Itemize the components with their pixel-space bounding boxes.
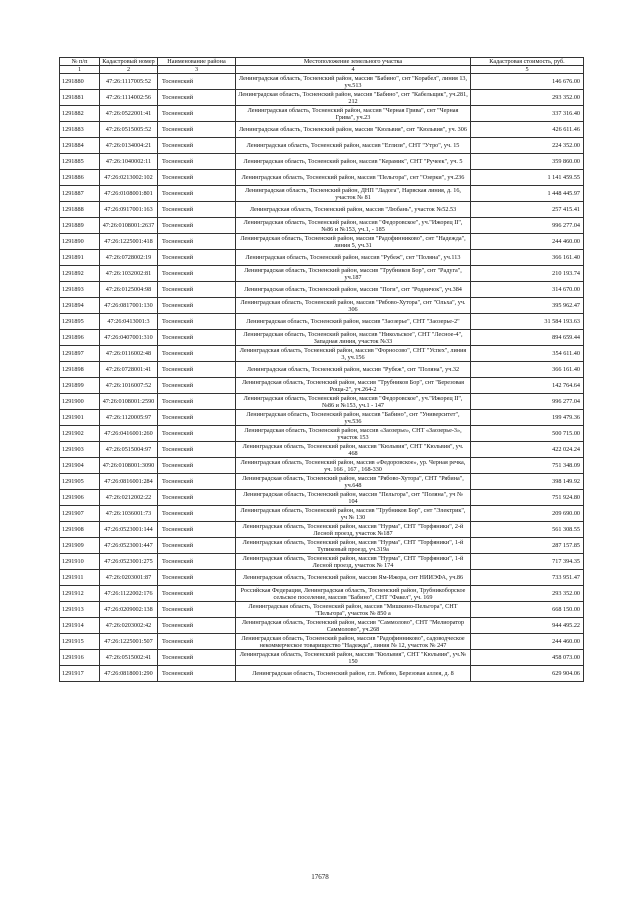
row-number-cell: 1291902 [60,426,100,442]
cadastral-value-cell: 426 611.46 [471,122,584,138]
table-row [60,314,584,330]
location-cell: Ленинградская область, Тосненский район, массив "Бабино", снт "Университет", уч.536 [236,410,471,426]
district-cell: Тосненский [158,650,236,666]
table-row [60,90,584,106]
location-cell: Ленинградская область, Тосненский район, массив «Заозерье», СНТ «Заозерье-3», участок 153 [236,426,471,442]
cadastral-value-cell: 944 495.22 [471,618,584,634]
row-number-cell: 1291883 [60,122,100,138]
location-cell: Ленинградская область, Тосненский район, массив "Федоровское", уч."Ижорец II", №86 и №153, уч.1 - 147 [236,394,471,410]
table-row [60,74,584,90]
row-number-cell: 1291888 [60,202,100,218]
row-number-cell: 1291917 [60,666,100,682]
cadastral-value-cell: 751 924.80 [471,490,584,506]
district-cell: Тосненский [158,346,236,362]
cadastral-value-cell: 629 904.06 [471,666,584,682]
row-number-cell: 1291914 [60,618,100,634]
row-number-cell: 1291911 [60,570,100,586]
cadastral-value-cell: 894 659.44 [471,330,584,346]
table-row [60,474,584,490]
cadastral-value-cell: 287 157.85 [471,538,584,554]
district-cell: Тосненский [158,394,236,410]
location-cell: Ленинградская область, Тосненский район, массив "Керамик", СНТ "Ручеек", уч. 5 [236,154,471,170]
column-number: 5 [471,66,584,74]
district-cell: Тосненский [158,266,236,282]
cadastral-value-cell: 717 394.35 [471,554,584,570]
cadastral-value-cell: 561 308.55 [471,522,584,538]
cadastral-number-cell: 47:26:0728002:19 [100,250,158,266]
row-number-cell: 1291887 [60,186,100,202]
row-number-cell: 1291910 [60,554,100,570]
location-cell: Ленинградская область, Тосненский район, массив "Никольское", СНТ "Лесное-4", Западная линия, участок №33 [236,330,471,346]
cadastral-number-cell: 47:26:0515002:41 [100,650,158,666]
table-row [60,218,584,234]
row-number-cell: 1291909 [60,538,100,554]
location-cell: Ленинградская область, Тосненский район, массив "Нурма", СНТ "Торфяники", 2-й Лесной проезд, участок №187 [236,522,471,538]
cadastral-value-cell: 293 352.00 [471,90,584,106]
cadastral-value-cell: 199 479.36 [471,410,584,426]
district-cell: Тосненский [158,282,236,298]
district-cell: Тосненский [158,554,236,570]
row-number-cell: 1291899 [60,378,100,394]
cadastral-number-cell: 47:26:0728001:41 [100,362,158,378]
table-row [60,122,584,138]
row-number-cell: 1291916 [60,650,100,666]
district-cell: Тосненский [158,90,236,106]
column-number: 1 [60,66,100,74]
location-cell: Ленинградская область, Тосненский район, массив "Поги", снт "Родничок", уч.384 [236,282,471,298]
row-number-cell: 1291906 [60,490,100,506]
table-row [60,618,584,634]
district-cell: Тосненский [158,298,236,314]
district-cell: Тосненский [158,522,236,538]
cadastral-number-cell: 47:26:1036001:73 [100,506,158,522]
table-row [60,106,584,122]
cadastral-number-cell: 47:26:0108001:2637 [100,218,158,234]
cadastral-number-cell: 47:26:0116002:48 [100,346,158,362]
district-cell: Тосненский [158,490,236,506]
row-number-cell: 1291895 [60,314,100,330]
cadastral-value-cell: 224 352.00 [471,138,584,154]
row-number-cell: 1291894 [60,298,100,314]
cadastral-number-cell: 47:26:0407001:310 [100,330,158,346]
table-row [60,442,584,458]
cadastral-number-cell: 47:26:0413001:3 [100,314,158,330]
cadastral-number-cell: 47:26:0212002:22 [100,490,158,506]
cadastral-number-cell: 47:26:1122002:176 [100,586,158,602]
table-row [60,330,584,346]
location-cell: Ленинградская область, Тосненский район, массив "Черная Грива", снт "Черная Грива", уч.23 [236,106,471,122]
district-cell: Тосненский [158,378,236,394]
location-cell: Ленинградская область, Тосненский район, ДНП "Ладога", Нарвская линия, д. 16, участок № 81 [236,186,471,202]
location-cell: Ленинградская область, Тосненский район, массив "Трубников Бор", снт "Березовая Роща-2", уч.264-2 [236,378,471,394]
location-cell: Ленинградская область, Тосненский район, массив "Рябово-Хутора", СНТ "Рябина", уч.648 [236,474,471,490]
cadastral-value-cell: 337 316.40 [471,106,584,122]
location-cell: Ленинградская область, Тосненский район, массив Ям-Ижора, снт НИИЭФА, уч.86 [236,570,471,586]
row-number-cell: 1291884 [60,138,100,154]
cadastral-value-cell: 209 690.00 [471,506,584,522]
table-row [60,570,584,586]
location-cell: Ленинградская область, Тосненский район, массив "Трубников Бор", снт "Радуга", уч.187 [236,266,471,282]
district-cell: Тосненский [158,250,236,266]
district-cell: Тосненский [158,410,236,426]
table-row [60,490,584,506]
location-cell: Ленинградская область, Тосненский район, массив "Бабино", снт "Кабельщик", уч.281, 212 [236,90,471,106]
table-row [60,154,584,170]
row-number-cell: 1291882 [60,106,100,122]
cadastral-value-cell: 422 024.24 [471,442,584,458]
header-district-name: Наименование района [158,58,236,66]
district-cell: Тосненский [158,666,236,682]
cadastral-number-cell: 47:26:0108001:801 [100,186,158,202]
cadastral-value-cell: 398 149.92 [471,474,584,490]
row-number-cell: 1291912 [60,586,100,602]
district-cell: Тосненский [158,138,236,154]
cadastral-value-cell: 244 460.00 [471,634,584,650]
row-number-cell: 1291886 [60,170,100,186]
location-cell: Ленинградская область, Тосненский район, массив "Нурма", СНТ "Торфяники", 1-й Лесной проезд, участок № 174 [236,554,471,570]
cadastral-value-cell: 146 676.00 [471,74,584,90]
district-cell: Тосненский [158,234,236,250]
cadastral-value-cell: 210 193.74 [471,266,584,282]
row-number-cell: 1291908 [60,522,100,538]
page-number: 17678 [311,873,329,881]
cadastral-value-cell: 359 860.00 [471,154,584,170]
location-cell: Ленинградская область, Тосненский район, массив "Пельгора", снт "Полянa", уч № 104 [236,490,471,506]
cadastral-value-cell: 996 277.04 [471,394,584,410]
cadastral-number-cell: 47:26:0515004:97 [100,442,158,458]
row-number-cell: 1291904 [60,458,100,474]
location-cell: Ленинградская область, Тосненский район, массив "Заозерье", СНТ "Заозерье-2" [236,314,471,330]
cadastral-value-cell: 366 161.40 [471,250,584,266]
location-cell: Ленинградская область, Тосненский район, массив "Рубеж", снт "Полянa", уч.113 [236,250,471,266]
cadastral-value-cell: 293 352.00 [471,586,584,602]
table-row [60,298,584,314]
column-number: 3 [158,66,236,74]
district-cell: Тосненский [158,618,236,634]
cadastral-number-cell: 47:26:0203002:42 [100,618,158,634]
cadastral-number-cell: 47:26:0416001:260 [100,426,158,442]
location-cell: Ленинградская область, Тосненский район, массив "Кюльвия", снт "Кюльвия", уч. 306 [236,122,471,138]
district-cell: Тосненский [158,602,236,618]
cadastral-value-cell: 996 277.04 [471,218,584,234]
table-row [60,602,584,618]
cadastral-value-cell: 366 161.40 [471,362,584,378]
cadastral-value-cell: 395 962.47 [471,298,584,314]
cadastral-number-cell: 47:26:1225001:418 [100,234,158,250]
row-number-cell: 1291881 [60,90,100,106]
table-row [60,634,584,650]
row-number-cell: 1291890 [60,234,100,250]
row-number-cell: 1291896 [60,330,100,346]
location-cell: Ленинградская область, Тосненский район, г.п. Рябово, Березовая аллея, д. 8 [236,666,471,682]
header-cadastral-value: Кадастровая стоимость, руб. [471,58,584,66]
table-row [60,234,584,250]
cadastral-value-cell: 314 670.00 [471,282,584,298]
table-row [60,586,584,602]
location-cell: Ленинградская область, Тосненский район, массив "Рябово-Хутора", снт "Ольха", уч. 306 [236,298,471,314]
row-number-cell: 1291893 [60,282,100,298]
district-cell: Тосненский [158,458,236,474]
row-number-cell: 1291891 [60,250,100,266]
cadastral-value-cell: 500 715.00 [471,426,584,442]
cadastral-table-sheet [59,57,583,682]
district-cell: Тосненский [158,570,236,586]
row-number-cell: 1291892 [60,266,100,282]
district-cell: Тосненский [158,170,236,186]
table-row [60,522,584,538]
cadastral-value-cell: 751 348.09 [471,458,584,474]
district-cell: Тосненский [158,218,236,234]
district-cell: Тосненский [158,330,236,346]
location-cell: Ленинградская область, Тосненский район, массив "Любань", участок №52.53 [236,202,471,218]
location-cell: Ленинградская область, Тосненский район, массив "Саммолово", СНТ "Мелиоратор Саммолово", уч.268 [236,618,471,634]
location-cell: Ленинградская область, Тосненский район, массив "Радофинниково", снт "Надежда", линия 5, уч.31 [236,234,471,250]
row-number-cell: 1291885 [60,154,100,170]
header-cadastral-number: Кадастровый номер [100,58,158,66]
location-cell: Ленинградская область, Тосненский район, массив "Форносово", СНТ "Успех", линия 3, уч.156 [236,346,471,362]
row-number-cell: 1291897 [60,346,100,362]
table-row [60,666,584,682]
cadastral-value-cell: 1 448 445.97 [471,186,584,202]
district-cell: Тосненский [158,154,236,170]
table-header-row [60,58,584,66]
table-row [60,346,584,362]
table-row [60,650,584,666]
cadastral-value-cell: 458 073.00 [471,650,584,666]
header-row-number: № п/п [60,58,100,66]
district-cell: Тосненский [158,506,236,522]
cadastral-number-cell: 47:26:0213002:102 [100,170,158,186]
cadastral-number-cell: 47:26:0108001:3090 [100,458,158,474]
column-number: 2 [100,66,158,74]
cadastral-value-cell: 668 150.00 [471,602,584,618]
cadastral-number-cell: 47:26:0523001:275 [100,554,158,570]
table-row [60,458,584,474]
cadastral-number-cell: 47:26:0523001:144 [100,522,158,538]
cadastral-number-cell: 47:26:0816001:284 [100,474,158,490]
cadastral-value-cell: 733 951.47 [471,570,584,586]
table-row [60,554,584,570]
district-cell: Тосненский [158,538,236,554]
row-number-cell: 1291889 [60,218,100,234]
table-row [60,282,584,298]
row-number-cell: 1291901 [60,410,100,426]
table-row [60,378,584,394]
district-cell: Тосненский [158,426,236,442]
location-cell: Ленинградская область, Тосненский район, массив "Трубников Бор", снт "Электрик", уч № 130 [236,506,471,522]
location-cell: Ленинградская область, Тосненский район, массив "Мишкино-Пельгора", СНТ "Пельгора", участок № 850 а [236,602,471,618]
cadastral-number-cell: 47:26:1117005:52 [100,74,158,90]
table-row [60,538,584,554]
row-number-cell: 1291900 [60,394,100,410]
district-cell: Тосненский [158,586,236,602]
table-row [60,138,584,154]
table-row [60,250,584,266]
cadastral-value-cell: 31 584 193.63 [471,314,584,330]
cadastral-value-cell: 354 611.40 [471,346,584,362]
row-number-cell: 1291898 [60,362,100,378]
cadastral-number-cell: 47:26:0522001:41 [100,106,158,122]
location-cell: Ленинградская область, Тосненский район, массив "Радофинниково", садоводческое некоммерческое товарищество "Надежда", линия № 12, участок № 247 [236,634,471,650]
district-cell: Тосненский [158,106,236,122]
cadastral-number-cell: 47:26:0818001:290 [100,666,158,682]
cadastral-number-cell: 47:26:0125004:98 [100,282,158,298]
district-cell: Тосненский [158,74,236,90]
row-number-cell: 1291903 [60,442,100,458]
cadastral-number-cell: 47:26:1032002:81 [100,266,158,282]
cadastral-number-cell: 47:26:0523001:447 [100,538,158,554]
column-number: 4 [236,66,471,74]
cadastral-number-cell: 47:26:0134004:21 [100,138,158,154]
district-cell: Тосненский [158,634,236,650]
table-row [60,410,584,426]
table-row [60,394,584,410]
district-cell: Тосненский [158,474,236,490]
header-location: Местоположение земельного участка [236,58,471,66]
location-cell: Ленинградская область, Тосненский район, массив "Бабино", снт "Корабел", линия 13, уч.513 [236,74,471,90]
cadastral-number-cell: 47:26:0515005:52 [100,122,158,138]
table-row [60,506,584,522]
row-number-cell: 1291880 [60,74,100,90]
table-row [60,266,584,282]
cadastral-value-cell: 1 141 459.55 [471,170,584,186]
location-cell: Ленинградская область, Тосненский район, массив «Федоровское», ур. Черная речка, уч. 166 , 167 , 168-330 [236,458,471,474]
cadastral-number-cell: 47:26:1120005:97 [100,410,158,426]
table-row [60,362,584,378]
district-cell: Тосненский [158,186,236,202]
table-row [60,202,584,218]
column-number-row [60,66,584,74]
cadastral-number-cell: 47:26:0203001:87 [100,570,158,586]
cadastral-number-cell: 47:26:0917001:163 [100,202,158,218]
cadastral-number-cell: 47:26:0817001:130 [100,298,158,314]
cadastral-value-cell: 257 415.41 [471,202,584,218]
table-row [60,186,584,202]
row-number-cell: 1291907 [60,506,100,522]
table-row [60,426,584,442]
district-cell: Тосненский [158,202,236,218]
district-cell: Тосненский [158,362,236,378]
district-cell: Тосненский [158,122,236,138]
row-number-cell: 1291905 [60,474,100,490]
cadastral-number-cell: 47:26:1040002:11 [100,154,158,170]
cadastral-value-table [59,57,584,682]
cadastral-number-cell: 47:26:1114002:56 [100,90,158,106]
cadastral-value-cell: 142 764.64 [471,378,584,394]
cadastral-number-cell: 47:26:0108001:2590 [100,394,158,410]
cadastral-number-cell: 47:26:1016007:52 [100,378,158,394]
location-cell: Ленинградская область, Тосненский район, массив "Кюльвия", СНТ "Кюльвия", уч.№ 150 [236,650,471,666]
district-cell: Тосненский [158,442,236,458]
cadastral-value-cell: 244 460.00 [471,234,584,250]
row-number-cell: 1291913 [60,602,100,618]
location-cell: Ленинградская область, Тосненский район, массив "Федоровское", уч."Ижорец II", №86 и №153, уч.1, - 185 [236,218,471,234]
cadastral-number-cell: 47:26:0209002:138 [100,602,158,618]
table-body [60,74,584,682]
location-cell: Ленинградская область, Тосненский район, массив "Нурма", СНТ "Торфяники", 1-й Тупиковый проезд, уч.319а [236,538,471,554]
location-cell: Российская Федерация, Ленинградская область, Тосненский район, Трубникоборское сельское поселение, массив "Бабино", СНТ "Факел", уч. 169 [236,586,471,602]
row-number-cell: 1291915 [60,634,100,650]
table-row [60,170,584,186]
location-cell: Ленинградская область, Тосненский район, массив "Кюльвия", СНТ "Кюльвия", уч. 468 [236,442,471,458]
location-cell: Ленинградская область, Тосненский район, массив "Рубеж", снт "Полянa", уч.32 [236,362,471,378]
location-cell: Ленинградская область, Тосненский район, массив "Еглизи", СНТ "Утро", уч. 15 [236,138,471,154]
district-cell: Тосненский [158,314,236,330]
location-cell: Ленинградская область, Тосненский район, массив "Пельгора", снт "Озерки", уч.236 [236,170,471,186]
cadastral-number-cell: 47:26:1225001:507 [100,634,158,650]
